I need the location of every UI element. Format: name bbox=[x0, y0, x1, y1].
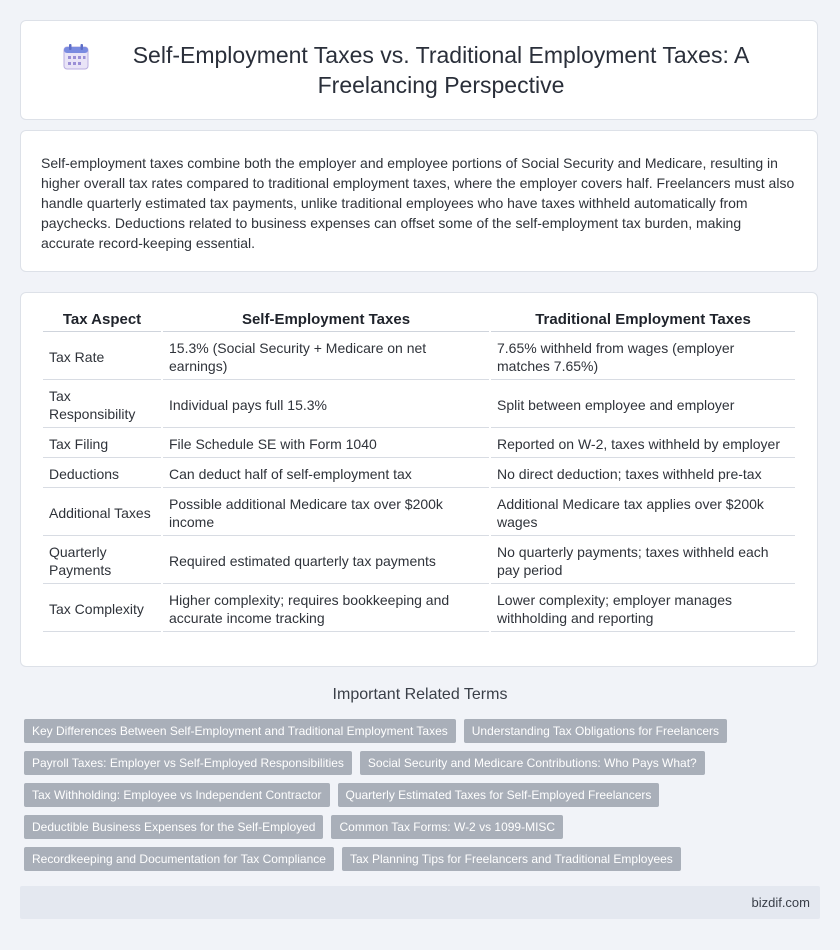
page-title: Self-Employment Taxes vs. Traditional Employment Taxes: A Freelancing Perspective bbox=[132, 42, 750, 98]
table-cell-aspect: Additional Taxes bbox=[43, 490, 161, 536]
related-term-link[interactable]: Understanding Tax Obligations for Freelancers bbox=[464, 719, 727, 743]
table-cell-traditional: No quarterly payments; taxes withheld each pay period bbox=[491, 538, 795, 584]
table-cell-traditional: 7.65% withheld from wages (employer matches 7.65%) bbox=[491, 334, 795, 380]
related-term-link[interactable]: Deductible Business Expenses for the Self-Employed bbox=[24, 815, 323, 839]
related-term-link[interactable]: Tax Withholding: Employee vs Independent Contractor bbox=[24, 783, 330, 807]
table-cell-traditional: Additional Medicare tax applies over $200k wages bbox=[491, 490, 795, 536]
table-cell-aspect: Deductions bbox=[43, 460, 161, 488]
table-row bbox=[43, 382, 795, 428]
table-row bbox=[43, 586, 795, 632]
related-terms-heading: Important Related Terms bbox=[332, 686, 508, 703]
related-term-link[interactable]: Recordkeeping and Documentation for Tax Compliance bbox=[24, 847, 334, 871]
header-card bbox=[20, 20, 818, 120]
table-cell-traditional: Lower complexity; employer manages withholding and reporting bbox=[491, 586, 795, 632]
table-cell-self-employment: Can deduct half of self-employment tax bbox=[163, 460, 489, 488]
footer bbox=[20, 886, 820, 919]
table-row bbox=[43, 490, 795, 536]
column-header: Self-Employment Taxes bbox=[163, 307, 489, 332]
intro-text: Self-employment taxes combine both the employer and employee portions of Social Security and Medicare, resulting in higher overall tax rates compared to traditional employment taxes, where the employer covers half. Freelancers must also handle quarterly estimated tax payments, unlike traditional employees who have taxes withheld automatically from paychecks. Deductions related to business expenses can offset some of the self-employment tax burden, making accurate record-keeping essential. bbox=[41, 155, 795, 251]
related-term-link[interactable]: Social Security and Medicare Contributions: Who Pays What? bbox=[360, 751, 705, 775]
related-term-link[interactable]: Key Differences Between Self-Employment and Traditional Employment Taxes bbox=[24, 719, 456, 743]
table-cell-self-employment: Higher complexity; requires bookkeeping and accurate income tracking bbox=[163, 586, 489, 632]
table-cell-traditional: Reported on W-2, taxes withheld by employer bbox=[491, 430, 795, 458]
table-row bbox=[43, 430, 795, 458]
comparison-table-card bbox=[20, 292, 818, 667]
site-name[interactable]: bizdif.com bbox=[751, 895, 810, 910]
table-cell-aspect: Tax Complexity bbox=[43, 586, 161, 632]
table-header-row bbox=[43, 307, 795, 332]
related-term-link[interactable]: Payroll Taxes: Employer vs Self-Employed Responsibilities bbox=[24, 751, 352, 775]
table-cell-aspect: Tax Filing bbox=[43, 430, 161, 458]
calendar-icon bbox=[61, 42, 91, 72]
table-cell-traditional: No direct deduction; taxes withheld pre-tax bbox=[491, 460, 795, 488]
table-cell-aspect: Quarterly Payments bbox=[43, 538, 161, 584]
table-cell-self-employment: File Schedule SE with Form 1040 bbox=[163, 430, 489, 458]
table-cell-self-employment: Possible additional Medicare tax over $200k income bbox=[163, 490, 489, 536]
column-header: Traditional Employment Taxes bbox=[491, 307, 795, 332]
table-cell-aspect: Tax Rate bbox=[43, 334, 161, 380]
table-cell-aspect: Tax Responsibility bbox=[43, 382, 161, 428]
table-cell-self-employment: 15.3% (Social Security + Medicare on net earnings) bbox=[163, 334, 489, 380]
table-cell-self-employment: Required estimated quarterly tax payments bbox=[163, 538, 489, 584]
intro-card bbox=[20, 130, 818, 272]
column-header: Tax Aspect bbox=[43, 307, 161, 332]
table-row bbox=[43, 460, 795, 488]
table-cell-self-employment: Individual pays full 15.3% bbox=[163, 382, 489, 428]
table-row bbox=[43, 334, 795, 380]
comparison-table bbox=[41, 305, 797, 634]
related-term-link[interactable]: Common Tax Forms: W-2 vs 1099-MISC bbox=[331, 815, 563, 839]
related-terms-list bbox=[24, 719, 824, 879]
related-term-link[interactable]: Tax Planning Tips for Freelancers and Traditional Employees bbox=[342, 847, 681, 871]
related-term-link[interactable]: Quarterly Estimated Taxes for Self-Employed Freelancers bbox=[338, 783, 660, 807]
table-cell-traditional: Split between employee and employer bbox=[491, 382, 795, 428]
table-row bbox=[43, 538, 795, 584]
